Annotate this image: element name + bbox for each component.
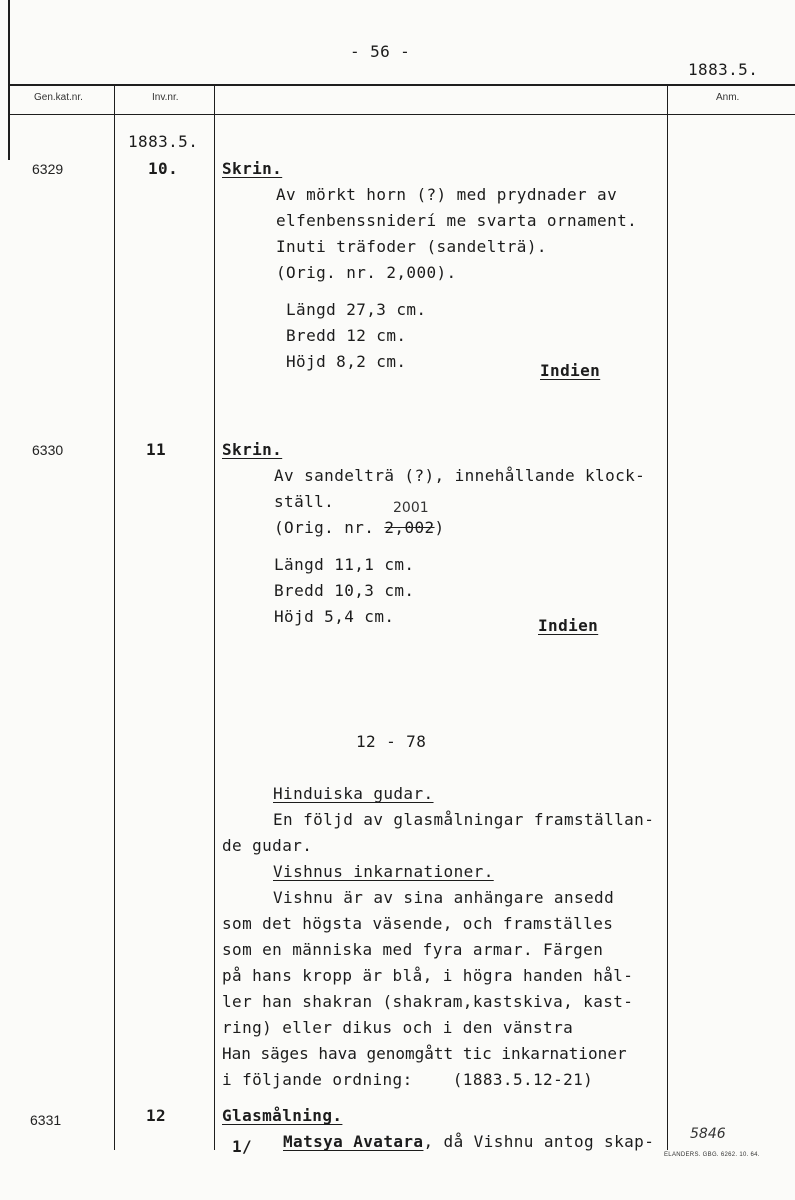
body-line: Vishnu är av sina anhängare ansedd <box>273 888 615 907</box>
col-divider-1 <box>114 86 115 1150</box>
body-line: som det högsta väsende, och framställes <box>222 914 614 933</box>
section-heading: Hinduiska gudar. <box>273 784 434 803</box>
gen-number: 6330 <box>32 442 64 458</box>
section-subheading: Vishnus inkarnationer. <box>273 862 494 881</box>
orig-suffix: ) <box>434 518 445 537</box>
body-line: på hans kropp är blå, i högra handen hål- <box>222 966 634 985</box>
handwritten-correction: 2001 <box>393 500 429 516</box>
desc-line: elfenbenssniderí me svarta ornament. <box>276 211 638 230</box>
item-line <box>283 1132 654 1151</box>
inv-number: 11 <box>146 440 167 459</box>
left-border <box>8 0 10 160</box>
body-line: i följande ordning: (1883.5.12-21) <box>222 1070 594 1089</box>
printer-mark: ELANDERS. GBG. 6262. 10. 64. <box>664 1152 760 1158</box>
col-divider-3 <box>667 86 668 1150</box>
entry-title: Skrin. <box>222 440 283 459</box>
section-range: 12 - 78 <box>356 732 427 751</box>
desc-line: ställ. <box>274 492 335 511</box>
col-divider-2 <box>214 86 215 1150</box>
measure-line: Bredd 10,3 cm. <box>274 581 415 600</box>
body-line: ler han shakran (shakram,kastskiva, kast- <box>222 992 634 1011</box>
entry-title: Skrin. <box>222 159 283 178</box>
inv-number: 12 <box>146 1106 167 1125</box>
measure-line: Höjd 5,4 cm. <box>274 607 395 626</box>
body-line: ring) eller dikus och i den vänstra <box>222 1018 574 1037</box>
inv-number: 10. <box>148 159 179 178</box>
origin: Indien <box>540 361 601 380</box>
page-number: - 56 - <box>350 42 411 61</box>
gen-number: 6329 <box>32 161 64 177</box>
col-header-gen: Gen.kat.nr. <box>34 92 83 103</box>
header-bottom-rule <box>8 114 795 115</box>
orig-prefix: (Orig. nr. <box>274 518 385 537</box>
measure-line: Längd 11,1 cm. <box>274 555 415 574</box>
measure-line: Höjd 8,2 cm. <box>286 352 407 371</box>
entry-title: Glasmålning. <box>222 1106 343 1125</box>
desc-line: (Orig. nr. 2,000). <box>276 263 457 282</box>
measure-line: Längd 27,3 cm. <box>286 300 427 319</box>
intro-line: de gudar. <box>222 836 313 855</box>
gen-number: 6331 <box>30 1112 62 1128</box>
orig-number-line <box>274 518 445 537</box>
desc-line: Av mörkt horn (?) med prydnader av <box>276 185 618 204</box>
col-header-anm: Anm. <box>716 92 740 103</box>
item-text: , då Vishnu antog skap- <box>423 1132 655 1151</box>
measure-line: Bredd 12 cm. <box>286 326 407 345</box>
col-header-inv: Inv.nr. <box>152 92 179 103</box>
header-date: 1883.5. <box>688 60 759 79</box>
item-number: 1/ <box>232 1137 253 1156</box>
body-line: som en människa med fyra armar. Färgen <box>222 940 604 959</box>
desc-line: Av sandelträ (?), innehållande klock- <box>274 466 646 485</box>
header-rule <box>8 84 795 86</box>
origin: Indien <box>538 616 599 635</box>
group-date: 1883.5. <box>128 132 199 151</box>
desc-line: Inuti träfoder (sandelträ). <box>276 237 547 256</box>
margin-note: 5846 <box>690 1126 726 1142</box>
intro-line: En följd av glasmålningar framställan- <box>273 810 655 829</box>
body-line: Han säges hava genomgått tic inkarnationer <box>222 1044 627 1063</box>
avatar-name: Matsya Avatara <box>283 1132 424 1151</box>
orig-struck-number: 2,002 <box>384 518 435 537</box>
